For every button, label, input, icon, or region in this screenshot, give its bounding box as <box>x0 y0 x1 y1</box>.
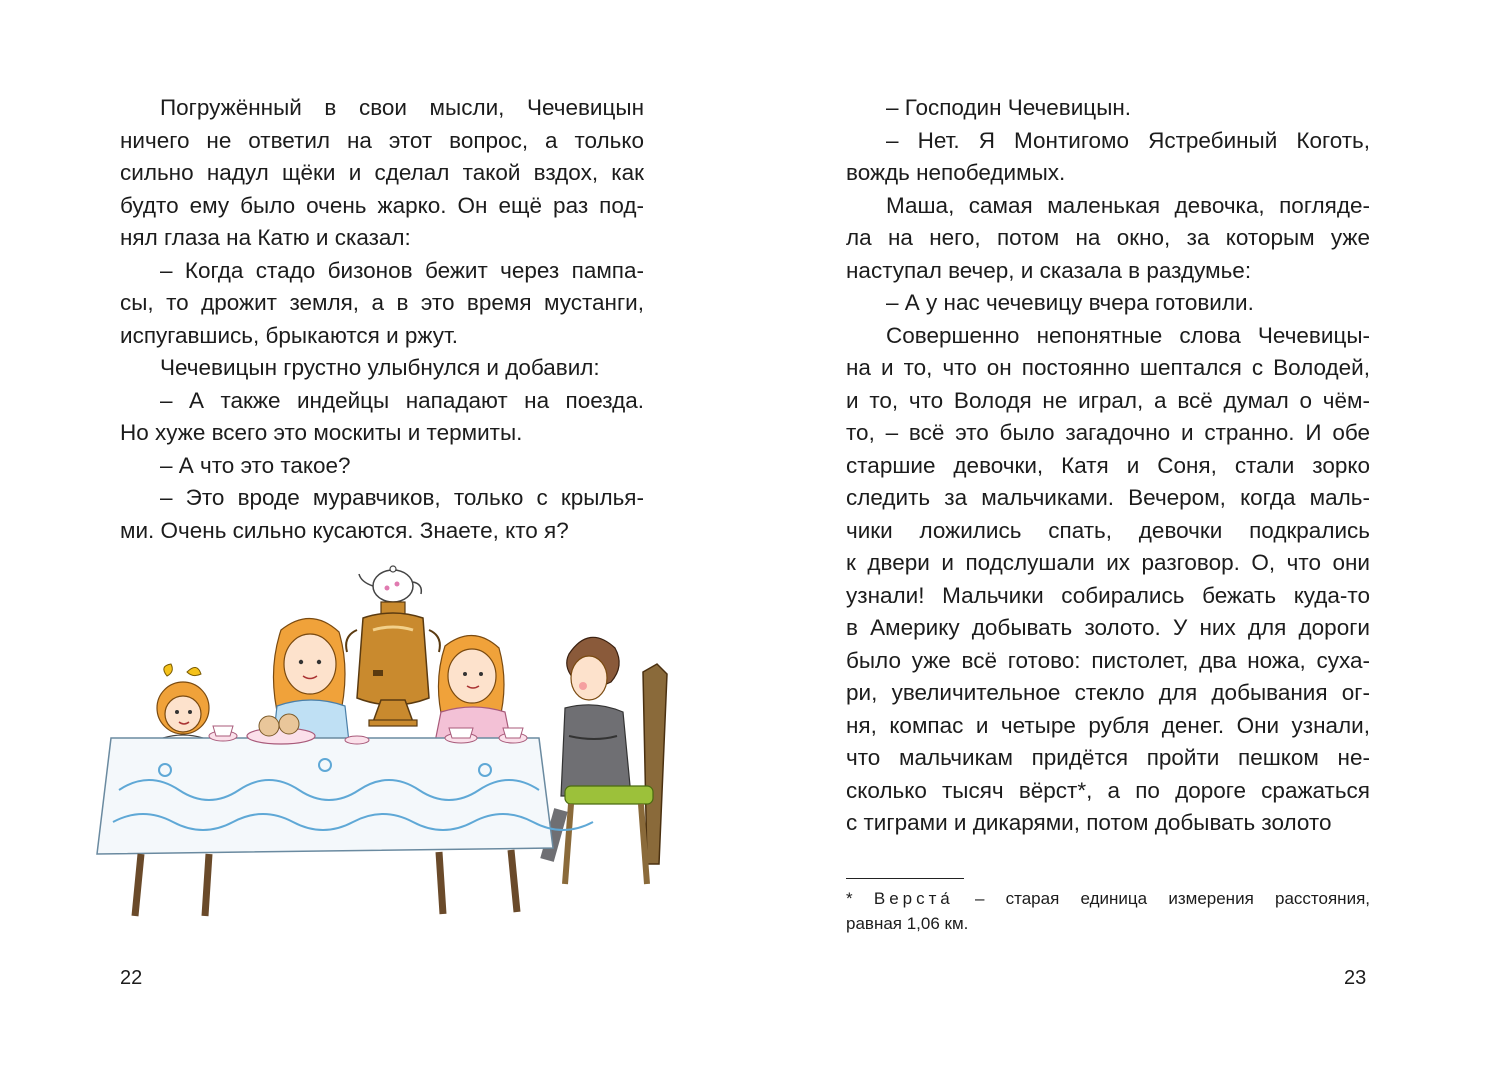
text-line: Погружённый в свои мысли, Чечевицын <box>160 95 644 120</box>
text-line: сильно надул щёки и сделал такой вздох, как <box>120 160 644 185</box>
text-line: испугавшись, брыкаются и ржут. <box>120 322 459 348</box>
text-line: вождь непобедимых. <box>846 160 1066 185</box>
text-line: – Господин Чечевицын. <box>886 95 1132 120</box>
footnote <box>846 886 1370 936</box>
footnote-marker: * <box>846 889 853 908</box>
text-line: – Это вроде муравчиков, только с крылья- <box>160 485 644 510</box>
text-line: – А что это такое? <box>160 452 351 478</box>
text-line: в Америку добывать золото. У них для дороги <box>846 615 1370 640</box>
page-number-left: 22 <box>120 967 143 989</box>
text-line: то, – всё это было загадочно и странно. И обе <box>846 420 1370 445</box>
text-line: ри, увеличительное стекло для добывания ог- <box>846 680 1370 705</box>
text-line: старшие девочки, Катя и Соня, стали зорко <box>846 452 1370 478</box>
text-line: узнали! Мальчики собирались бежать куда-то <box>846 582 1370 608</box>
text-line: Совершенно непонятные слова Чечевицы- <box>886 322 1370 348</box>
footnote-divider <box>846 878 964 879</box>
text-line: ничего не ответил на этот вопрос, а только <box>120 127 644 153</box>
text-line: к двери и подслушали их разговор. О, что они <box>846 550 1370 575</box>
text-line: наступал вечер, и сказала в раздумье: <box>846 257 1252 283</box>
tea-table-icon <box>97 738 593 916</box>
left-page-text <box>120 92 644 547</box>
samovar-icon <box>346 602 440 726</box>
teapot-icon <box>359 566 421 602</box>
text-line: – А также индейцы нападают на поезда. <box>160 387 644 413</box>
text-line: следить за мальчиками. Вечером, когда маль- <box>846 485 1370 510</box>
tea-party-illustration <box>95 560 675 930</box>
text-line: чики ложились спать, девочки подкрались <box>846 517 1370 543</box>
girl-sonya-figure <box>435 635 511 742</box>
text-line: Чечевицын грустно улыбнулся и добавил: <box>160 355 600 380</box>
text-line: – Когда стадо бизонов бежит через пампа- <box>160 257 644 283</box>
footnote-definition: – старая единица измерения расстояния, <box>974 889 1370 908</box>
footnote-term: Верста́ <box>873 889 954 908</box>
right-page-text <box>846 92 1370 840</box>
footnote-definition-end: равная 1,06 км. <box>846 914 969 933</box>
text-line: было уже всё готово: пистолет, два ножа, суха- <box>846 647 1370 673</box>
page-number-right: 23 <box>1344 967 1367 989</box>
text-line: будто ему было очень жарко. Он ещё раз под- <box>120 192 644 218</box>
girl-masha-figure <box>157 664 209 750</box>
text-line: – А у нас чечевицу вчера готовили. <box>886 290 1254 315</box>
text-line: – Нет. Я Монтигомо Ястребиный Коготь, <box>886 127 1370 153</box>
text-line: и то, что Володя не играл, а всё думал о чём- <box>846 387 1370 413</box>
text-line: ми. Очень сильно кусаются. Знаете, кто я? <box>120 517 569 543</box>
text-line: что мальчикам придётся пройти пешком не- <box>846 745 1370 770</box>
boy-chechevitsyn-figure <box>547 637 667 884</box>
text-line: ла на него, потом на окно, за которым уже <box>846 225 1370 250</box>
text-line: на и то, что он постоянно шептался с Володей, <box>846 355 1370 380</box>
text-line: сы, то дрожит земля, а в это время мустанги, <box>120 290 644 315</box>
text-line: сколько тысяч вёрст*, а по дороге сражаться <box>846 777 1370 803</box>
text-line: нял глаза на Катю и сказал: <box>120 225 411 250</box>
text-line: Но хуже всего это москиты и термиты. <box>120 420 523 445</box>
text-line: Маша, самая маленькая девочка, погляде- <box>886 192 1370 218</box>
text-line: с тиграми и дикарями, потом добывать золото <box>846 810 1332 835</box>
text-line: ня, компас и четыре рубля денег. Они узнали, <box>846 712 1370 738</box>
